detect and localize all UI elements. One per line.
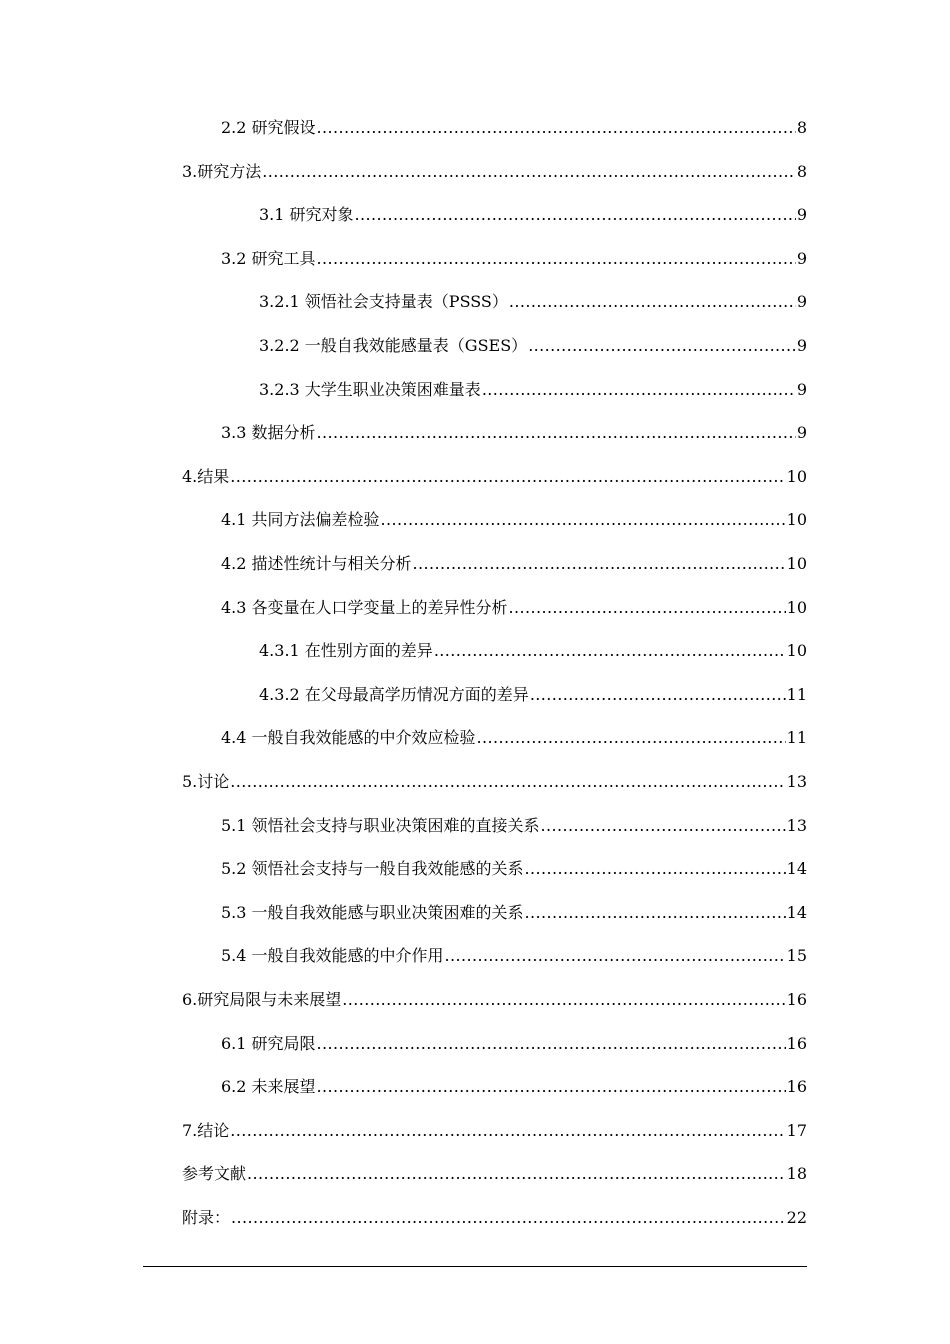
toc-entry[interactable] (182, 987, 807, 1013)
toc-page-number: 9 (796, 292, 807, 311)
toc-dot-leader (230, 769, 785, 795)
toc-entry[interactable] (221, 420, 807, 446)
toc-page-number: 22 (786, 1208, 807, 1227)
toc-entry[interactable] (221, 1074, 807, 1100)
toc-entry[interactable] (259, 333, 807, 359)
toc-dot-leader (477, 725, 786, 751)
toc-entry[interactable] (221, 943, 807, 969)
toc-entry-title: 附录： (182, 1208, 231, 1227)
toc-dot-leader (317, 1074, 786, 1100)
toc-entry-title: 参考文献 (182, 1164, 247, 1183)
toc-page-number: 16 (786, 990, 807, 1009)
toc-entry[interactable] (221, 551, 807, 577)
toc-page-number: 10 (786, 467, 807, 486)
toc-page-number: 14 (786, 903, 807, 922)
toc-entry-title: 5.2 领悟社会支持与一般自我效能感的关系 (221, 859, 524, 878)
toc-page-number: 10 (786, 641, 807, 660)
toc-page-number: 8 (796, 118, 807, 137)
toc-page-number: 15 (786, 946, 807, 965)
toc-entry[interactable] (221, 813, 807, 839)
toc-entry[interactable] (221, 856, 807, 882)
toc-entry[interactable] (221, 595, 807, 621)
toc-entry[interactable] (259, 638, 807, 664)
toc-entry[interactable] (182, 1118, 807, 1144)
toc-page-number: 14 (786, 859, 807, 878)
toc-entry-title: 6.2 未来展望 (221, 1077, 316, 1096)
toc-page-number: 9 (796, 205, 807, 224)
toc-entry-title: 3.2.1 领悟社会支持量表（PSSS） (259, 292, 508, 311)
toc-entry[interactable] (182, 1205, 807, 1231)
toc-entry-title: 3.研究方法 (182, 162, 262, 181)
toc-dot-leader (509, 289, 796, 315)
toc-dot-leader (355, 202, 796, 228)
toc-dot-leader (317, 1031, 786, 1057)
toc-entry-title: 3.1 研究对象 (259, 205, 354, 224)
toc-dot-leader (541, 813, 786, 839)
toc-entry[interactable] (221, 1031, 807, 1057)
toc-entry-title: 2.2 研究假设 (221, 118, 316, 137)
toc-entry-title: 3.2 研究工具 (221, 249, 316, 268)
toc-dot-leader (381, 507, 786, 533)
toc-entry-title: 4.结果 (182, 467, 230, 486)
toc-page-number: 9 (796, 380, 807, 399)
toc-page-number: 11 (786, 728, 807, 747)
toc-page-number: 17 (786, 1121, 807, 1140)
toc-entry-title: 4.4 一般自我效能感的中介效应检验 (221, 728, 476, 747)
toc-page-number: 16 (786, 1034, 807, 1053)
toc-entry[interactable] (259, 289, 807, 315)
toc-dot-leader (413, 551, 786, 577)
toc-dot-leader (262, 159, 796, 185)
toc-page-number: 8 (796, 162, 807, 181)
toc-page-number: 10 (786, 510, 807, 529)
toc-entry-title: 5.1 领悟社会支持与职业决策困难的直接关系 (221, 816, 540, 835)
toc-entry-title: 3.2.3 大学生职业决策困难量表 (259, 380, 481, 399)
toc-page-number: 13 (786, 816, 807, 835)
toc-entry[interactable] (259, 202, 807, 228)
toc-entry[interactable] (259, 682, 807, 708)
toc-dot-leader (509, 595, 786, 621)
toc-entry-title: 3.3 数据分析 (221, 423, 316, 442)
toc-dot-leader (317, 420, 796, 446)
toc-page-number: 11 (786, 685, 807, 704)
toc-entry-title: 4.2 描述性统计与相关分析 (221, 554, 412, 573)
toc-dot-leader (231, 1205, 786, 1231)
toc-dot-leader (317, 246, 796, 272)
toc-page-number: 9 (796, 249, 807, 268)
toc-entry-title: 4.1 共同方法偏差检验 (221, 510, 380, 529)
toc-dot-leader (530, 682, 786, 708)
toc-page-number: 13 (786, 772, 807, 791)
toc-dot-leader (525, 900, 786, 926)
toc-dot-leader (342, 987, 785, 1013)
toc-entry[interactable] (221, 507, 807, 533)
toc-entry[interactable] (221, 115, 807, 141)
toc-entry[interactable] (182, 769, 807, 795)
toc-entry[interactable] (182, 1161, 807, 1187)
toc-entry[interactable] (221, 725, 807, 751)
toc-dot-leader (247, 1161, 786, 1187)
footer-divider (143, 1266, 807, 1267)
toc-entry-title: 4.3 各变量在人口学变量上的差异性分析 (221, 598, 508, 617)
toc-entry[interactable] (259, 377, 807, 403)
toc-entry-title: 4.3.1 在性别方面的差异 (259, 641, 433, 660)
toc-entry[interactable] (221, 900, 807, 926)
toc-entry-title: 5.讨论 (182, 772, 230, 791)
toc-page-number: 16 (786, 1077, 807, 1096)
toc-page-number: 10 (786, 598, 807, 617)
toc-dot-leader (445, 943, 786, 969)
toc-page-number: 10 (786, 554, 807, 573)
toc-dot-leader (528, 333, 796, 359)
toc-dot-leader (317, 115, 796, 141)
toc-entry[interactable] (182, 159, 807, 185)
toc-entry-title: 5.4 一般自我效能感的中介作用 (221, 946, 444, 965)
toc-entry-title: 3.2.2 一般自我效能感量表（GSES） (259, 336, 528, 355)
toc-dot-leader (525, 856, 786, 882)
toc-entry[interactable] (182, 464, 807, 490)
toc-entry-title: 5.3 一般自我效能感与职业决策困难的关系 (221, 903, 524, 922)
toc-entry-title: 6.研究局限与未来展望 (182, 990, 342, 1009)
toc-dot-leader (230, 464, 785, 490)
toc-page-number: 18 (786, 1164, 807, 1183)
toc-dot-leader (434, 638, 786, 664)
toc-entry-title: 6.1 研究局限 (221, 1034, 316, 1053)
toc-entry-title: 4.3.2 在父母最高学历情况方面的差异 (259, 685, 529, 704)
toc-dot-leader (230, 1118, 785, 1144)
toc-page-number: 9 (796, 423, 807, 442)
toc-dot-leader (482, 377, 796, 403)
toc-entry[interactable] (221, 246, 807, 272)
toc-entry-title: 7.结论 (182, 1121, 230, 1140)
toc-page-number: 9 (796, 336, 807, 355)
